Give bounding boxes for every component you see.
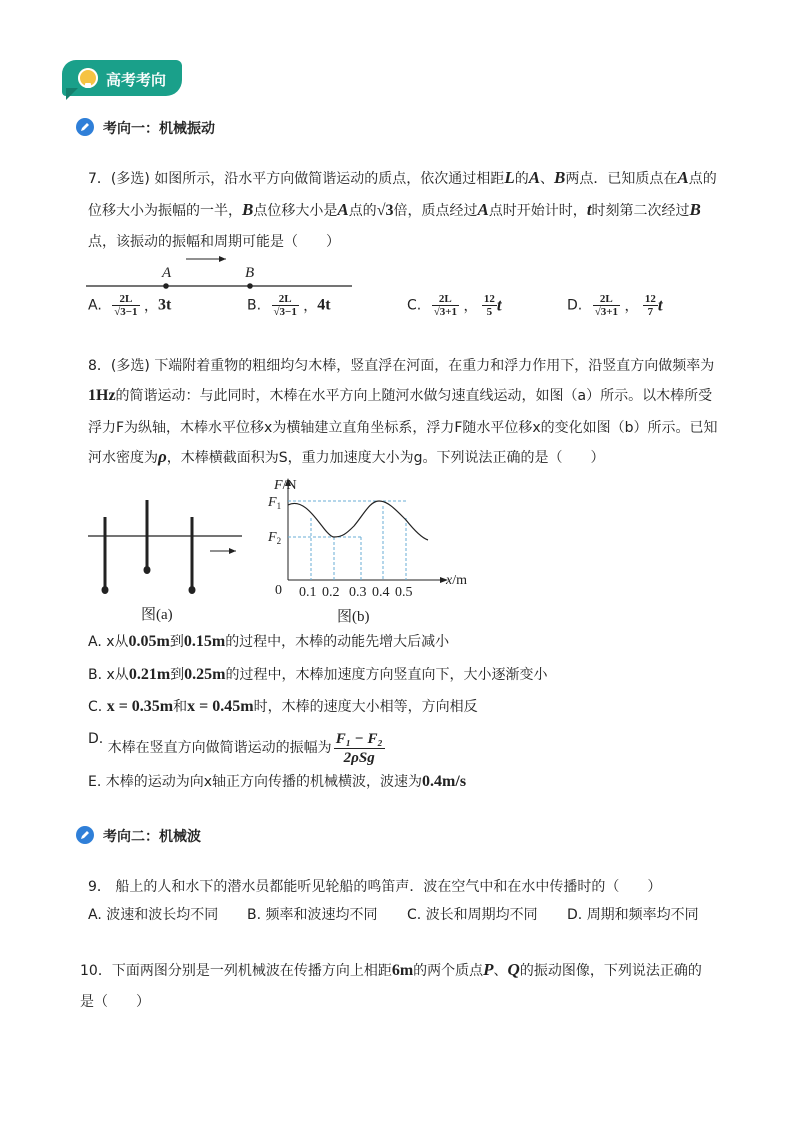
q9-option-b[interactable]: B. 频率和波速均不同 xyxy=(247,907,378,923)
q7-line-figure xyxy=(80,256,360,292)
q10-line1: 10．下面两图分别是一列机械波在传播方向上相距6m的两个质点P、Q的振动图像，下列说法正确的 xyxy=(80,960,702,979)
f1-label: $F_1$ xyxy=(268,495,282,511)
q7-point-b xyxy=(247,283,253,289)
x-tick-5: 0.5 xyxy=(395,585,413,600)
flow-arrowhead xyxy=(229,548,236,554)
q8-option-d[interactable]: D. 木棒在竖直方向做简谐运动的振幅为 $\frac{\text{F₁ − F₂}}{\text{2ρSg}}$ xyxy=(88,730,383,766)
q7-label-b: B xyxy=(245,265,255,281)
q10-line2: 是（ ） xyxy=(80,994,150,1010)
figure-a-caption: 图(a) xyxy=(141,607,173,623)
q8-line2: 1Hz的简谐运动：与此同时，木棒在水平方向上随河水做匀速直线运动，如图（a）所示。以木棒所受 xyxy=(88,387,713,404)
x-tick-labels xyxy=(299,585,413,600)
q8-option-e[interactable]: E. 木棒的运动为向x轴正方向传播的机械横波，波速为0.4m/s xyxy=(88,773,467,790)
q9-option-c[interactable]: C. 波长和周期均不同 xyxy=(407,907,538,923)
q7-arrowhead xyxy=(219,256,226,262)
x-tick-1: 0.1 xyxy=(299,585,317,600)
guide-lines xyxy=(288,501,406,580)
q7-label-a: A xyxy=(162,265,172,281)
q8-figure-b-graph xyxy=(258,468,484,604)
f2-label: $F_2$ xyxy=(268,530,282,546)
q7-option-a[interactable]: A. $\frac{2L}{√3-1}$ ，3t xyxy=(88,293,172,318)
pencil-icon xyxy=(76,826,94,844)
pencil-icon xyxy=(76,118,94,136)
q9-option-a[interactable]: A. 波速和波长均不同 xyxy=(88,907,219,923)
q8-option-a[interactable]: A. x从0.05m到0.15m的过程中，木棒的动能先增大后减小 xyxy=(88,633,450,650)
x-tick-3: 0.3 xyxy=(349,585,367,600)
banner-label: 高考考向 xyxy=(106,71,167,89)
q8-line1: 8．(多选) 下端附着重物的粗细均匀木棒，竖直浮在河面，在重力和浮力作用下，沿竖直方向做频率为 xyxy=(88,358,715,374)
q8-line3: 浮力F为纵轴，木棒水平位移x为横轴建立直角坐标系，浮力F随水平位移x的变化如图（b）所示。已知 xyxy=(88,420,718,436)
figure-b-caption: 图(b) xyxy=(337,609,370,625)
q7-line2: 位移大小为振幅的一半，B点位移大小是A点的√3倍，质点经过A点时开始计时，t时刻第二次经过B xyxy=(88,200,701,219)
q7-option-d[interactable]: D. $\frac{2L}{√3+1}$ ， $\frac{12}{7}$ t xyxy=(567,293,663,318)
section-banner xyxy=(62,60,184,100)
section-title-waves: 考向二：机械波 xyxy=(103,829,201,845)
q9-option-d[interactable]: D. 周期和频率均不同 xyxy=(567,907,699,923)
q7-line3: 点，该振动的振幅和周期可能是（ ） xyxy=(88,234,340,250)
q7-line1: 7．(多选) 如图所示，沿水平方向做简谐运动的质点，依次通过相距L的A、B两点．已知质点在A点的 xyxy=(88,168,717,187)
x-tick-4: 0.4 xyxy=(372,585,390,600)
origin-label: 0 xyxy=(275,583,282,598)
section-title-vibration: 考向一：机械振动 xyxy=(103,121,215,137)
x-axis-label: x/m xyxy=(446,573,467,588)
force-curve xyxy=(288,501,428,540)
q8-option-b[interactable]: B. x从0.21m到0.25m的过程中，木棒加速度方向竖直向下，大小逐渐变小 xyxy=(88,666,548,683)
q7-option-c[interactable]: C. $\frac{2L}{√3+1}$ ， $\frac{12}{5}$ t xyxy=(407,293,502,318)
q7-point-a xyxy=(163,283,169,289)
q8-option-c[interactable]: C. x = 0.35m和x = 0.45m时，木棒的速度大小相等，方向相反 xyxy=(88,698,478,715)
x-tick-2: 0.2 xyxy=(322,585,340,600)
q7-option-b[interactable]: B. $\frac{2L}{√3-1}$ ，4t xyxy=(247,293,331,318)
y-axis-label: F/N xyxy=(274,478,297,493)
rod-2-weight xyxy=(144,566,151,574)
q8-figure-a xyxy=(84,492,244,602)
q9-stem: 9． 船上的人和水下的潜水员都能听见轮船的鸣笛声．波在空气中和在水中传播时的（ ） xyxy=(88,879,662,895)
rod-3-weight xyxy=(189,586,196,594)
rod-1-weight xyxy=(102,586,109,594)
lightbulb-icon xyxy=(78,68,98,88)
q8-line4: 河水密度为ρ，木棒横截面积为S，重力加速度大小为g。下列说法正确的是（ ） xyxy=(88,447,605,466)
